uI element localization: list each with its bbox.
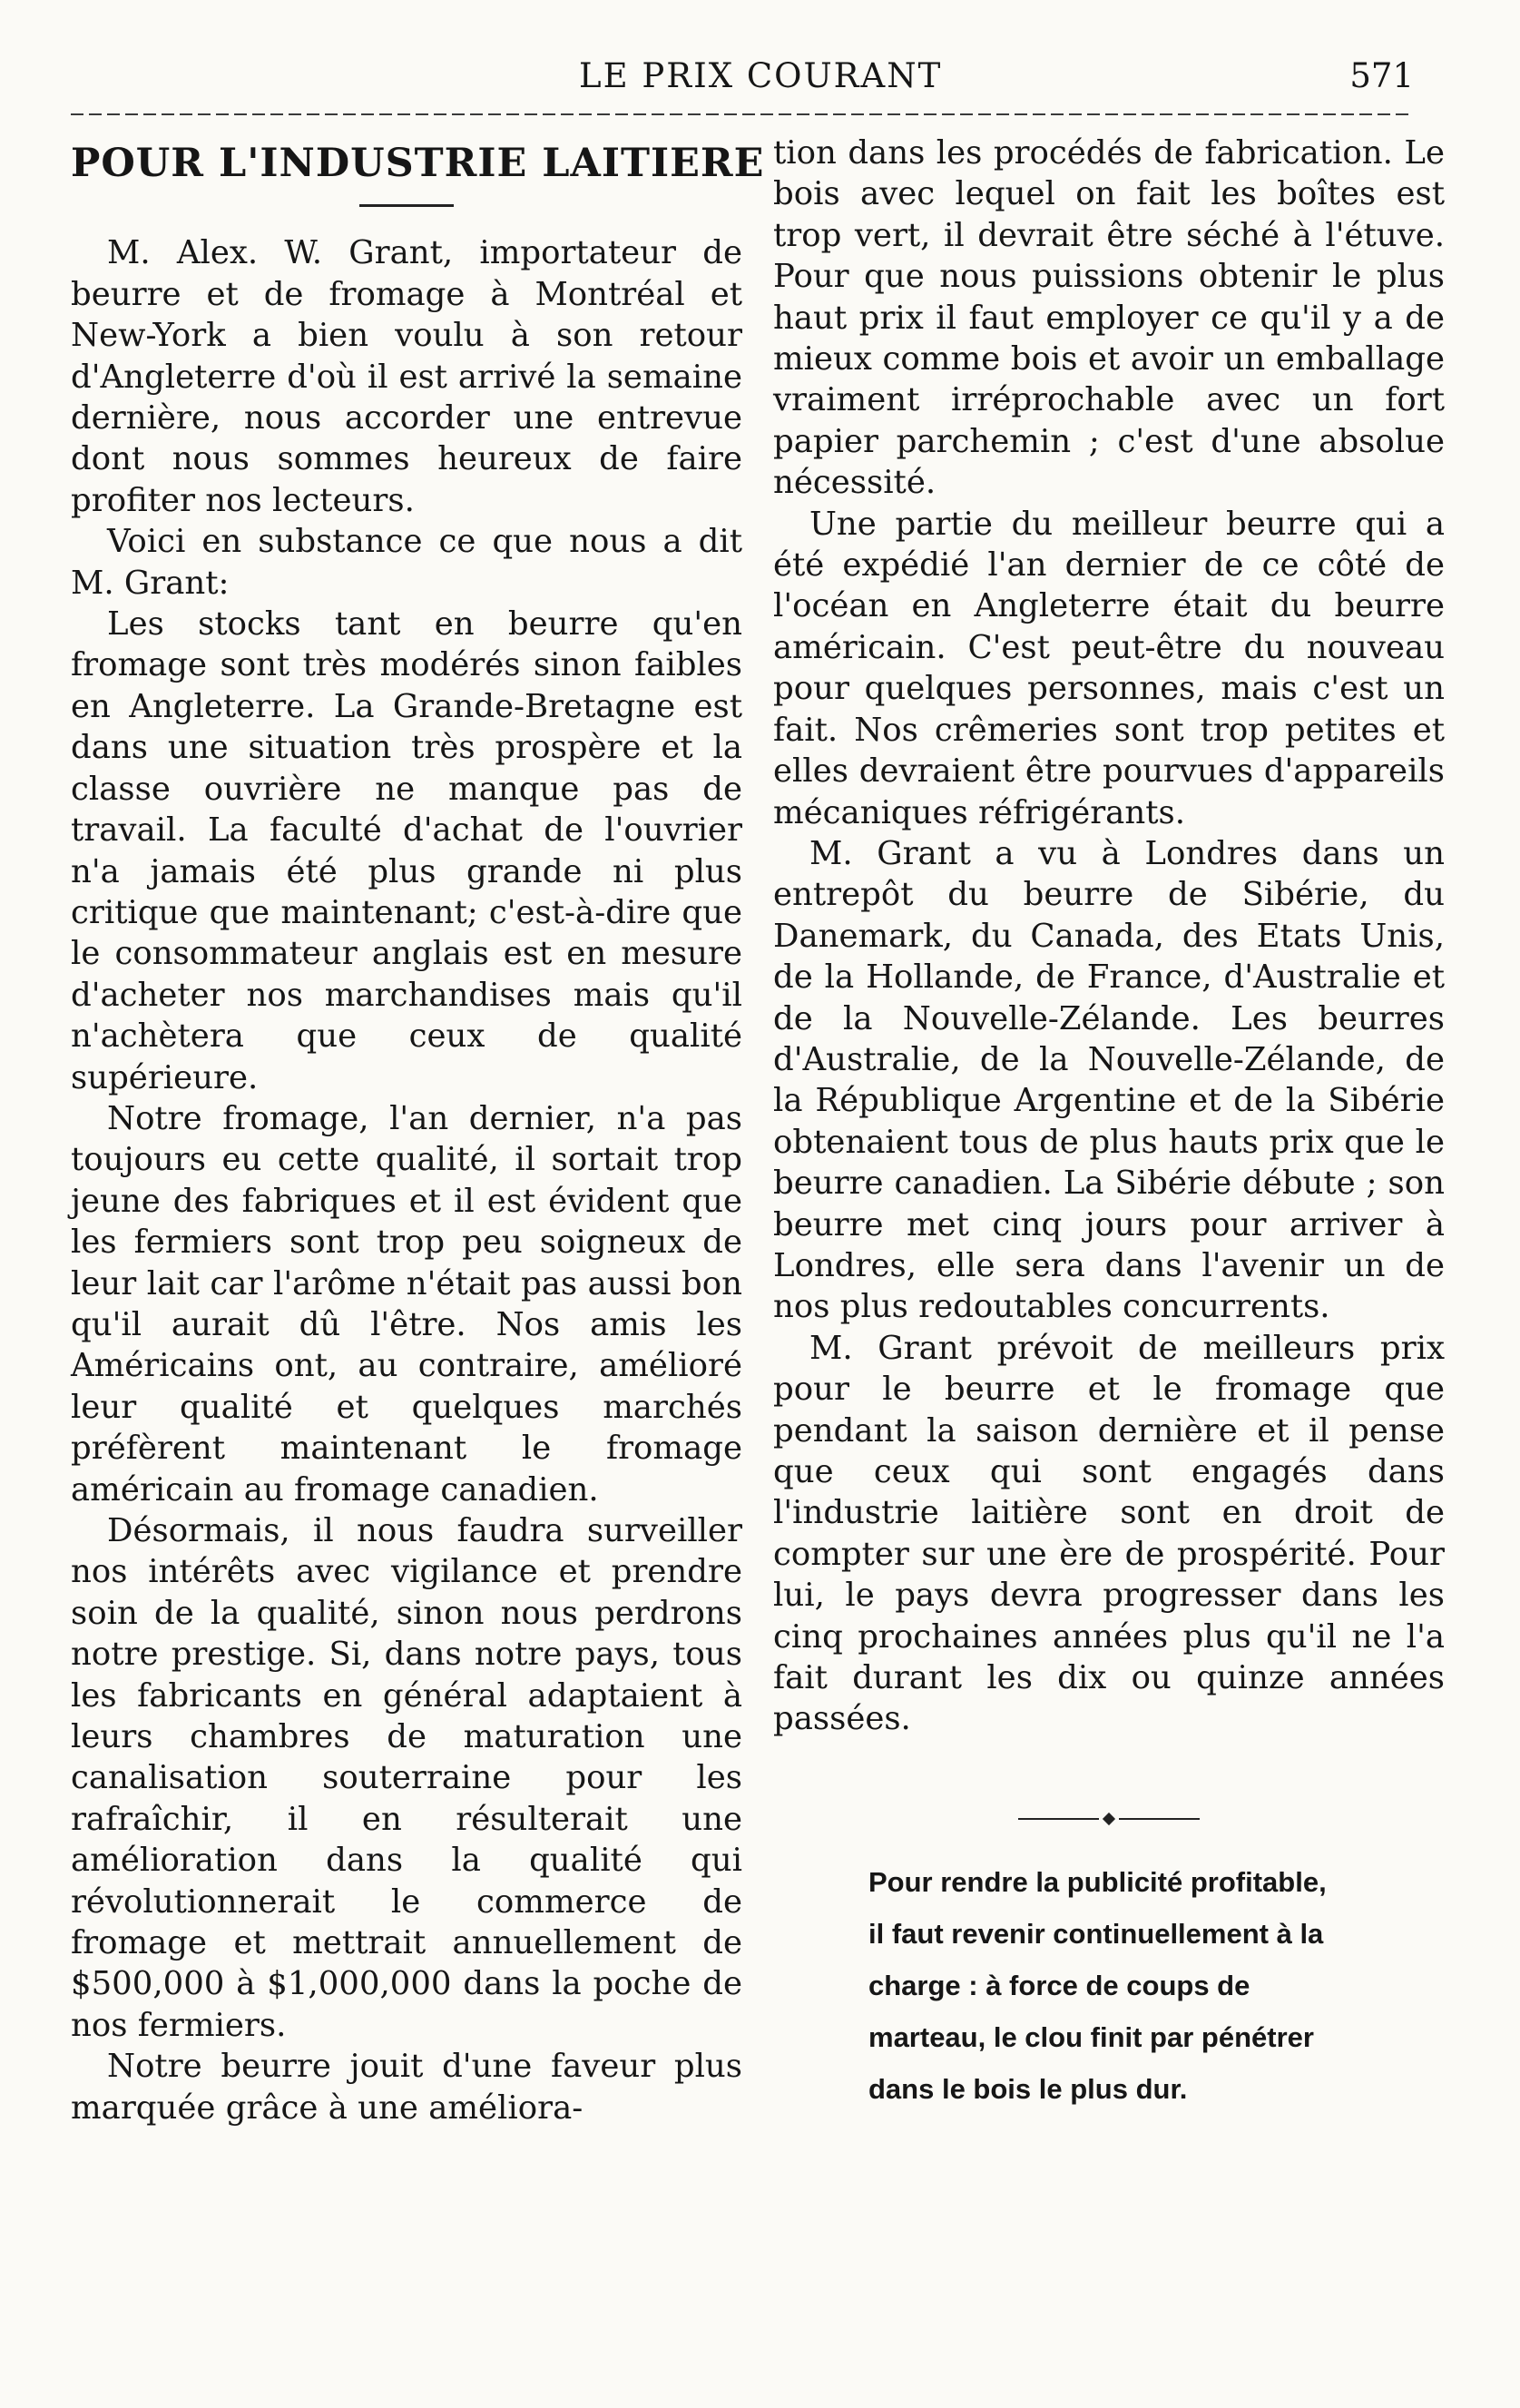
diamond-icon	[1103, 1813, 1115, 1825]
paragraph: tion dans les procédés de fabrication. Le bois avec lequel on fait les boîtes est trop vert, il devrait être séché à l'étuve. Pour que nous puissions obtenir le plus haut prix il faut employer ce qu'il y a de mieux comme bois et avoir un emballage vraiment irréprochable avec un fort papier parchemin ; c'est d'une absolue nécessité.	[773, 134, 1445, 502]
running-title: LE PRIX COURANT	[579, 56, 943, 95]
paragraph: Voici en substance ce que nous a dit M. Grant:	[71, 523, 742, 602]
paragraph: Une partie du meilleur beurre qui a été expédié l'an dernier de ce côté de l'océan en Angleterre était du beurre américain. C'est peut-être du nouveau pour quelques personnes, mais c'est un fait. Nos crêmeries sont trop petites et elles devraient être pourvues d'appareils mécaniques réfrigérants.	[773, 505, 1445, 831]
paragraph: Notre beurre jouit d'une faveur plus marquée grâce à une améliora-	[71, 2048, 742, 2127]
advertising-maxim: Pour rendre la publicité profitable, il faut revenir continuellement à la charge : à force de coups de marteau, le clou finit par pénétrer dans le bois le plus dur.	[868, 1865, 1327, 2105]
left-column	[71, 133, 765, 2128]
section-ornament	[1018, 1814, 1200, 1823]
paragraph: Notre fromage, l'an dernier, n'a pas toujours eu cette qualité, il sortait trop jeune des fabriques et il est évident que les fermiers sont trop peu soigneux de leur lait car l'arôme n'était pas aussi bon qu'il aurait dû l'être. Nos amis les Américains ont, au contraire, amélioré leur qualité et quelques marchés préfèrent maintenant le fromage américain au fromage canadien.	[71, 1099, 742, 1509]
page-number: 571	[1349, 56, 1414, 95]
paragraph: M. Grant a vu à Londres dans un entrepôt du beurre de Sibérie, du Danemark, du Canada, des Etats Unis, de la Hollande, de France, d'Australie et de la Nouvelle-Zélande. Les beurres d'Australie, de la Nouvelle-Zélande, de la République Argentine et de la Sibérie obtenaient tous de plus hauts prix que le beurre canadien. La Sibérie débute ; son beurre met cinq jours pour arriver à Londres, elle sera dans l'avenir un de nos plus redoutables concurrents.	[773, 834, 1445, 1326]
paragraph: M. Grant prévoit de meilleurs prix pour le beurre et le fromage que pendant la saison dernière et il pense que ceux qui sont engagés dans l'industrie laitière sont en droit de compter sur une ère de prospérité. Pour lui, le pays devra progresser dans les cinq prochaines années plus qu'il ne l'a fait durant les dix ou quinze années passées.	[773, 1329, 1445, 1738]
paragraph: Désormais, il nous faudra surveiller nos intérêts avec vigilance et prendre soin de la qualité, sinon nous perdrons notre prestige. Si, dans notre pays, tous les fabricants en général adaptaient à leurs chambres de maturation une canalisation souterraine pour les rafraîchir, il en résulterait une amélioration dans la qualité qui révolutionnerait le commerce de fromage et mettrait annuellement de $500,000 à $1,000,000 dans la poche de nos fermiers.	[71, 1512, 742, 2044]
article-title: POUR L'INDUSTRIE LAITIERE	[71, 141, 765, 186]
header-divider	[71, 113, 1414, 115]
paragraph: Les stocks tant en beurre qu'en fromage sont très modérés sinon faibles en Angleterre. La Grande-Bretagne est dans une situation très prospère et la classe ouvrière ne manque pas de travail. La faculté d'achat de l'ouvrier n'a jamais été plus grande ni plus critique que maintenant; c'est-à-dire que le consommateur anglais est en mesure d'acheter nos marchandises mais qu'il n'achètera que ceux de qualité supérieure.	[71, 605, 742, 1096]
title-divider	[359, 204, 454, 207]
paragraph: M. Alex. W. Grant, importateur de beurre et de fromage à Montréal et New-York a bien voulu à son retour d'Angleterre d'où il est arrivé la semaine dernière, nous accorder une entrevue dont nous sommes heureux de faire profiter nos lecteurs.	[71, 234, 742, 519]
page-header	[71, 56, 1414, 111]
right-column	[773, 133, 1445, 2115]
